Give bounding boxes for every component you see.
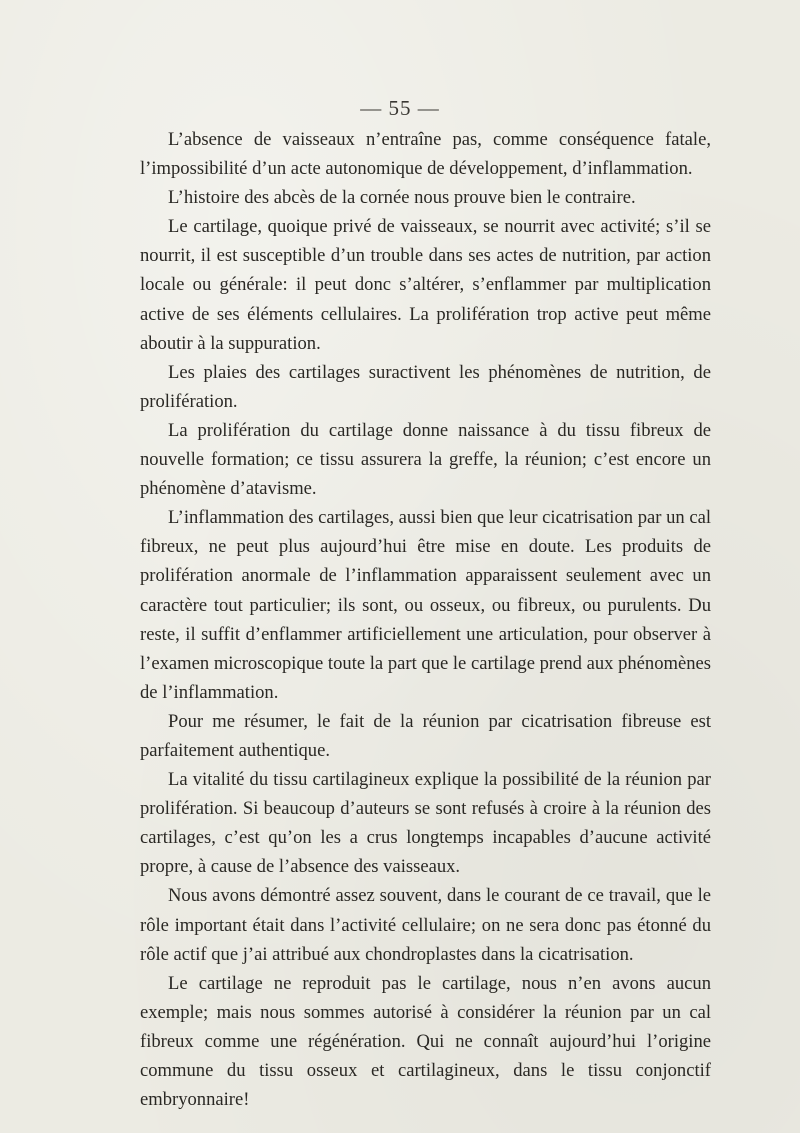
body-text [140,125,711,1114]
paragraph-plaies-cartilages: Les plaies des cartilages suractivent les phénomènes de nutrition, de prolifération. [140,361,711,412]
paragraph-absence-vaisseaux: L’absence de vaisseaux n’entraîne pas, comme conséquence fatale, l’impossibilité d’un acte autonomique de développement, d’inflammation. [140,129,711,180]
page-number: — 55 — [360,96,440,120]
paragraph-resume: Pour me résumer, le fait de la réunion par cicatrisation fibreuse est parfaitement authentique. [140,710,711,761]
paragraph-inflammation-cartilages: L’inflammation des cartilages, aussi bien que leur cicatrisation par un cal fibreux, ne peut plus aujourd’hui être mise en doute. Les produits de prolifération anormale de l’inflammation apparaissent seulement avec un caractère tout particulier; ils sont, ou osseux, ou fibreux, ou purulents. Du reste, il suffit d’enflammer artificiellement une articulation, pour observer à l’examen microscopique toute la part que le cartilage prend aux phénomènes de l’inflammation. [140,507,712,703]
paragraph-activite-cellulaire: Nous avons démontré assez souvent, dans le courant de ce travail, que le rôle important était dans l’activité cellulaire; on ne sera donc pas étonné du rôle actif que j’ai attribué aux chondroplastes dans la cicatrisation. [140,885,711,965]
paragraph-abces-cornee: L’histoire des abcès de la cornée nous prouve bien le contraire. [168,187,636,209]
paragraph-cartilage-nutrition: Le cartilage, quoique privé de vaisseaux, se nourrit avec activité; s’il se nourrit, il est susceptible d’un trouble dans ses actes de nutrition, par action locale ou générale: il peut donc s’altérer, s’enflammer par multiplication active de ses éléments cellulaires. La prolifération trop active peut même aboutir à la suppuration. [140,216,711,354]
paragraph-proliferation-tissu-fibreux: La prolifération du cartilage donne naissance à du tissu fibreux de nouvelle formation; ce tissu assurera la greffe, la réunion; c’est encore un phénomène d’atavisme. [140,419,711,500]
paragraph-regeneration: Le cartilage ne reproduit pas le cartilage, nous n’en avons aucun exemple; mais nous sommes autorisé à considérer la réunion par un cal fibreux comme une régénération. Qui ne connaît aujourd’hui l’origine commune du tissu osseux et cartilagineux, dans le tissu conjonctif embryonnaire! [140,972,711,1111]
paragraph-vitalite-tissu: La vitalité du tissu cartilagineux explique la possibilité de la réunion par prolifération. Si beaucoup d’auteurs se sont refusés à croire à la réunion des cartilages, c’est qu’on les a crus longtemps incapables d’aucune activité propre, à cause de l’absence des vaisseaux. [140,769,711,878]
